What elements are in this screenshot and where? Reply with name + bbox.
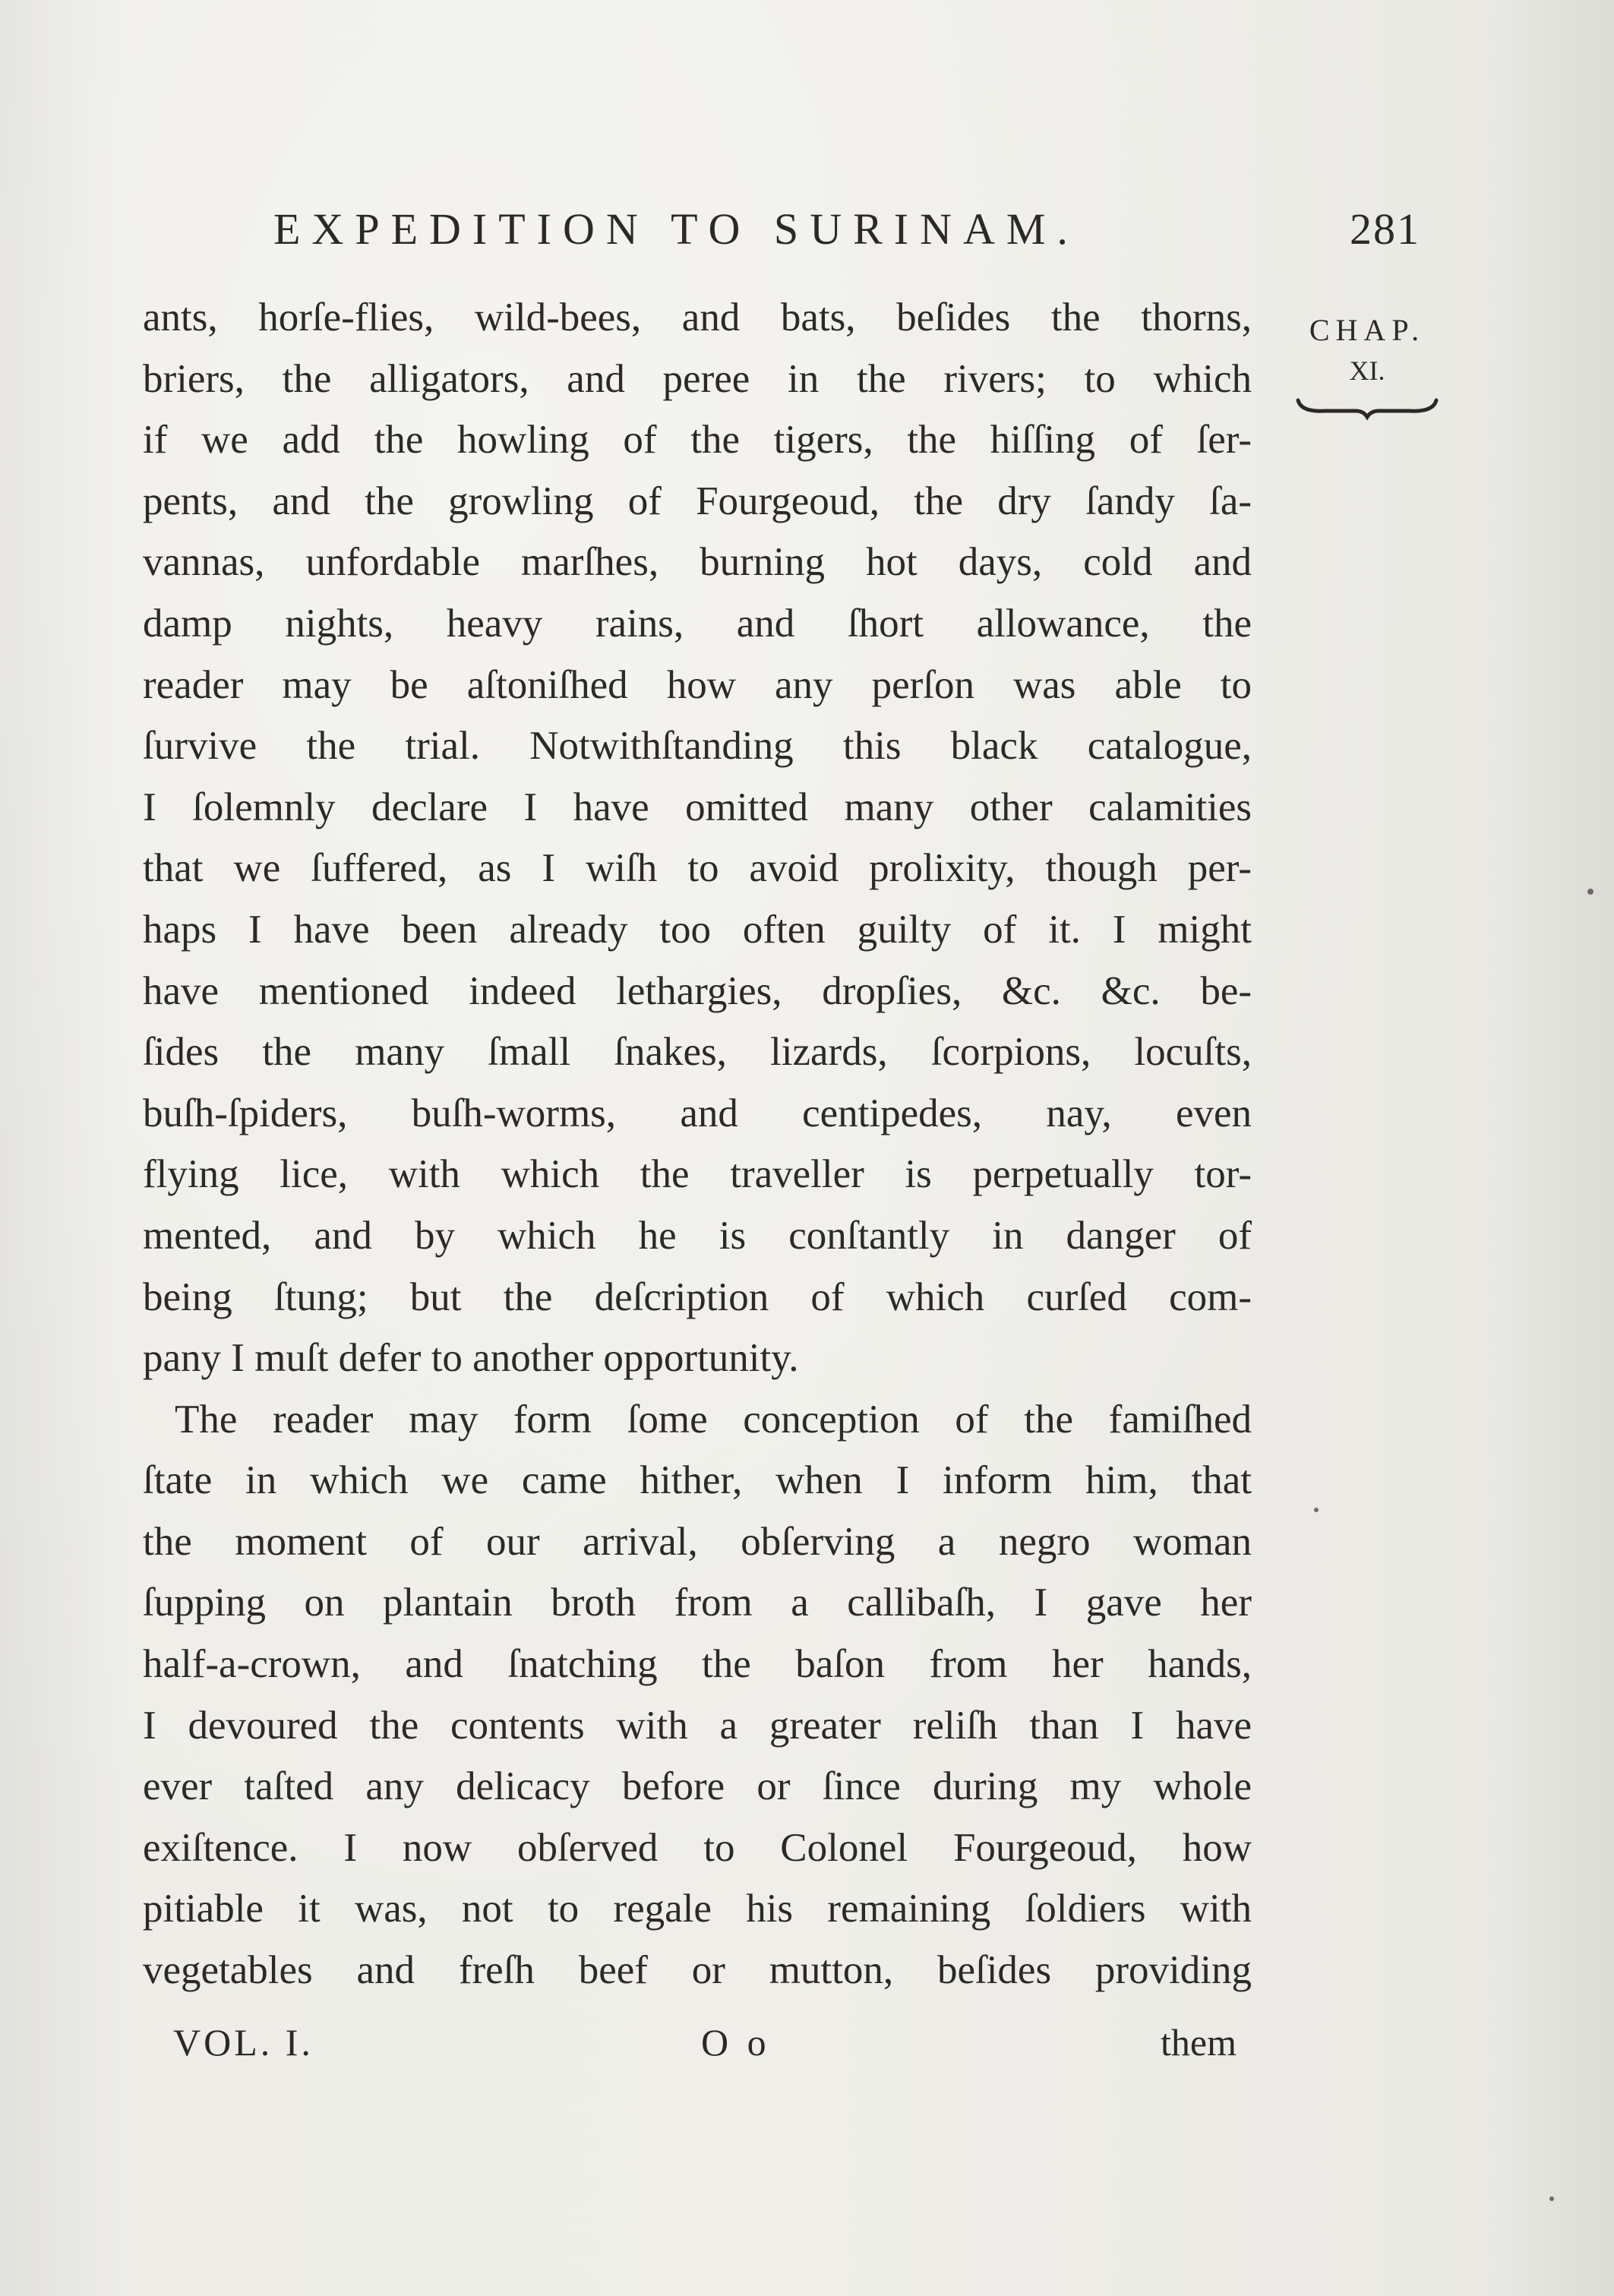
text-line: ſides the many ſmall ſnakes, lizards, ſcorpions, locuſts, xyxy=(143,1030,1252,1075)
text-line: flying lice, with which the traveller is perpetually tor- xyxy=(143,1152,1252,1197)
chapter-number: XI. xyxy=(1349,355,1385,386)
text-line: that we ſuffered, as I wiſh to avoid prolixity, though per- xyxy=(143,846,1252,891)
text-line: have mentioned indeed lethargies, dropſies, &c. &c. be- xyxy=(143,968,1252,1013)
paper-speck xyxy=(1314,1508,1319,1512)
running-title: EXPEDITION TO SURINAM. xyxy=(273,204,1079,254)
text-line: I devoured the contents with a greater reliſh than I have xyxy=(143,1703,1252,1748)
text-line: buſh-ſpiders, buſh-worms, and centipedes, nay, even xyxy=(143,1091,1252,1135)
signature-mark: O o xyxy=(701,2021,771,2064)
page-number: 281 xyxy=(1350,204,1420,254)
text-line: half-a-crown, and ſnatching the baſon from her hands, xyxy=(143,1642,1252,1687)
text-line: the moment of our arrival, obſerving a negro woman xyxy=(143,1519,1252,1564)
text-line: if we add the howling of the tigers, the hiſſing of ſer- xyxy=(143,418,1252,463)
page-header xyxy=(273,204,1420,272)
text-line: ſtate in which we came hither, when I inform him, that xyxy=(143,1458,1252,1503)
text-line: vegetables and freſh beef or mutton, beſides providing xyxy=(143,1948,1252,1993)
text-line: ſurvive the trial. Notwithſtanding this black catalogue, xyxy=(143,724,1252,769)
text-line: ſupping on plantain broth from a callibaſh, I gave her xyxy=(143,1581,1252,1625)
chapter-label: CHAP. xyxy=(1309,313,1426,347)
text-line: ever taſted any delicacy before or ſince during my whole xyxy=(143,1764,1252,1809)
chapter-margin-note xyxy=(1295,308,1439,422)
text-line: pents, and the growling of Fourgeoud, the dry ſandy ſa- xyxy=(143,478,1252,523)
paper-speck xyxy=(1549,2197,1554,2201)
text-line: haps I have been already too often guilty of it. I might xyxy=(143,907,1252,952)
text-line: damp nights, heavy rains, and ſhort allowance, the xyxy=(143,601,1252,646)
text-line: exiſtence. I now obſerved to Colonel Fourgeoud, how xyxy=(143,1825,1252,1870)
text-line: reader may be aſtoniſhed how any perſon was able to xyxy=(143,662,1252,707)
text-line: ants, horſe-flies, wild-bees, and bats, beſides the thorns, xyxy=(143,295,1252,340)
body-text xyxy=(143,287,1252,2001)
text-line: vannas, unfordable marſhes, burning hot days, cold and xyxy=(143,540,1252,585)
text-line: being ſtung; but the deſcription of which curſed com- xyxy=(143,1274,1252,1319)
text-line: I ſolemnly declare I have omitted many other calamities xyxy=(143,785,1252,829)
catchword: them xyxy=(1161,2021,1237,2064)
text-line: pitiable it was, not to regale his remaining ſoldiers with xyxy=(143,1887,1252,1931)
paragraph-end-line: pany I muſt defer to another opportunity. xyxy=(143,1336,799,1381)
paper-speck xyxy=(1587,889,1593,895)
text-line: mented, and by which he is conſtantly in danger of xyxy=(143,1213,1252,1258)
paragraph-start-line: The reader may form ſome conception of the famiſhed xyxy=(175,1397,1252,1442)
brace-ornament-icon xyxy=(1295,391,1439,422)
text-line: briers, the alligators, and peree in the rivers; to which xyxy=(143,356,1252,401)
page-footer xyxy=(173,2020,1237,2081)
volume-label: VOL. I. xyxy=(173,2021,314,2064)
